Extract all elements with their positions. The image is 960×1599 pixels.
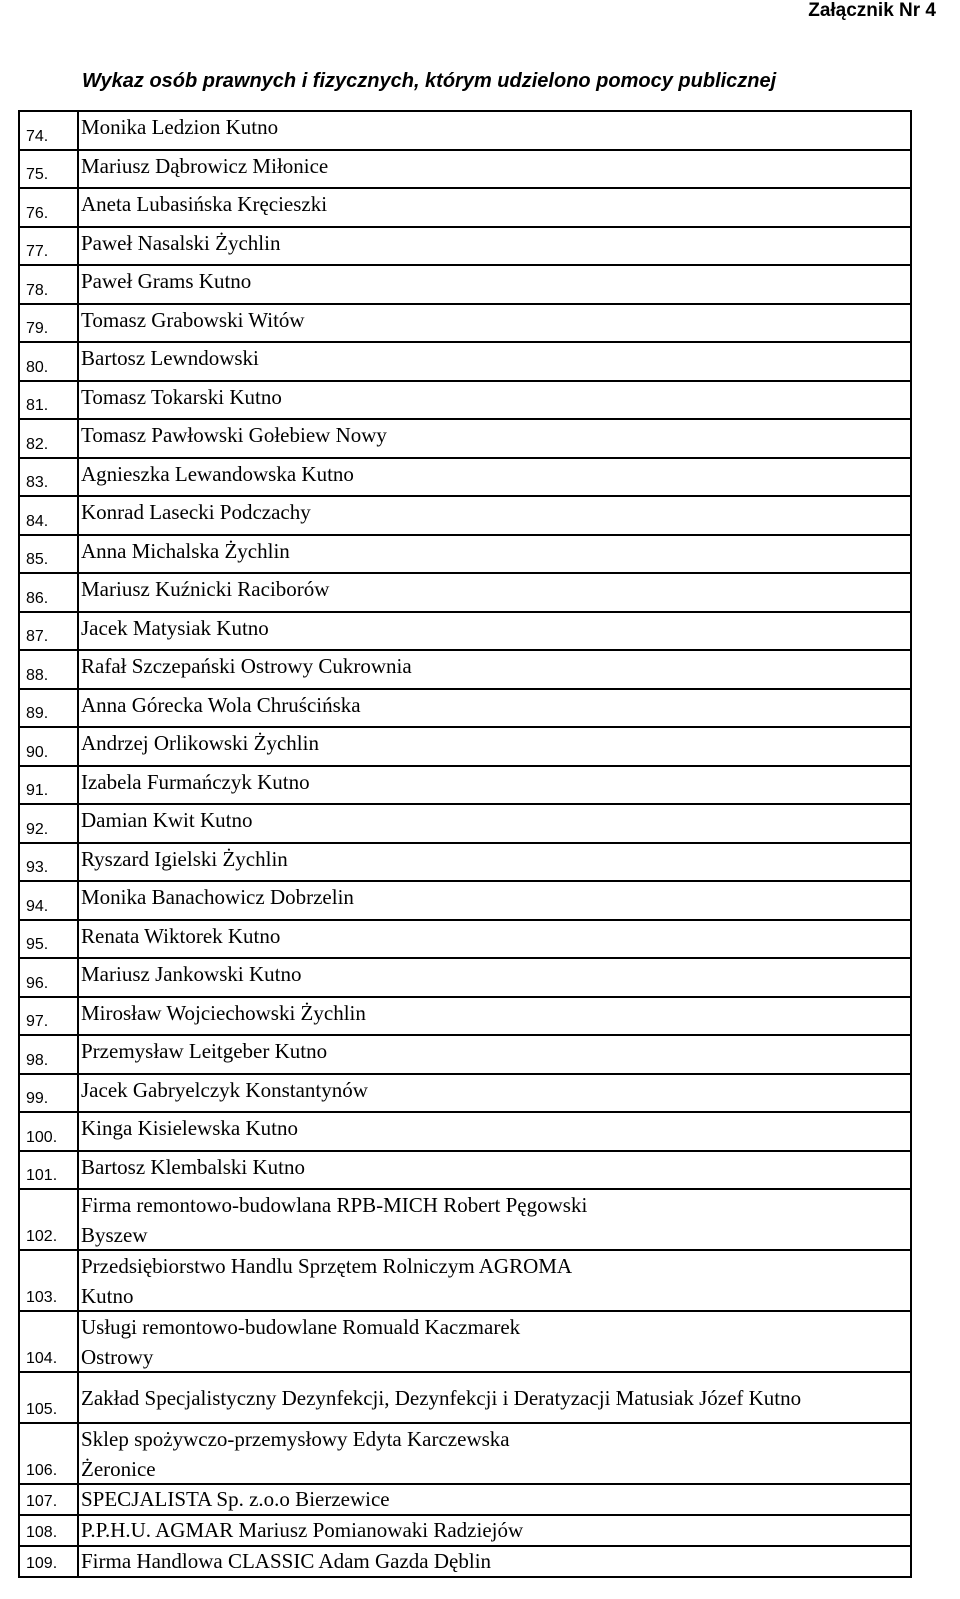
row-number: 102. [20,1190,79,1249]
row-name: Usługi remontowo-budowlane Romuald Kaczmarek Ostrowy [81,1315,521,1369]
table-row [20,112,910,151]
row-number: 97. [20,998,79,1035]
row-number: 84. [20,497,79,534]
row-name: Przedsiębiorstwo Handlu Sprzętem Rolniczym AGROMA Kutno [81,1254,573,1308]
table-row [20,1424,910,1485]
row-name: Tomasz Tokarski Kutno [81,384,282,409]
attachment-label: Załącznik Nr 4 [808,0,936,21]
table-row [20,1485,910,1516]
table-row [20,1312,910,1373]
row-name: Renata Wiktorek Kutno [81,923,281,948]
table-row [20,613,910,652]
row-number: 105. [20,1373,79,1422]
row-number: 89. [20,690,79,727]
row-number: 77. [20,228,79,265]
recipients-table [18,110,912,1578]
row-name: Mariusz Jankowski Kutno [81,962,302,986]
row-number: 82. [20,420,79,457]
row-number: 90. [20,728,79,765]
row-name: Izabela Furmańczyk Kutno [81,769,310,794]
row-name: Aneta Lubasińska Kręcieszki [81,192,328,216]
table-row [20,228,910,267]
row-name: Agnieszka Lewandowska Kutno [81,461,354,486]
row-name: Damian Kwit Kutno [81,808,253,832]
row-number: 107. [20,1485,79,1514]
table-row [20,1075,910,1114]
row-number: 83. [20,459,79,496]
table-row [20,305,910,344]
row-number: 95. [20,921,79,958]
row-number: 81. [20,382,79,419]
row-name: Tomasz Grabowski Witów [81,307,305,332]
row-name: Paweł Grams Kutno [81,269,252,293]
row-name: Paweł Nasalski Żychlin [81,230,281,255]
row-name: Zakład Specjalistyczny Dezynfekcji, Dezynfekcji i Deratyzacji Matusiak Józef Kutno [81,1385,802,1410]
table-row [20,497,910,536]
table-row [20,574,910,613]
row-number: 91. [20,767,79,804]
row-name: Tomasz Pawłowski Gołebiew Nowy [81,423,387,447]
row-number: 93. [20,844,79,881]
row-name: Ryszard Igielski Żychlin [81,846,288,871]
row-name: Mariusz Dąbrowicz Miłonice [81,153,329,178]
row-number: 100. [20,1113,79,1150]
row-number: 76. [20,189,79,226]
table-row [20,690,910,729]
row-name: Jacek Matysiak Kutno [81,615,269,640]
row-name: Jacek Gabryelczyk Konstantynów [81,1077,368,1102]
table-row [20,382,910,421]
table-row [20,767,910,806]
table-row [20,1373,910,1424]
row-number: 88. [20,651,79,688]
row-name: Andrzej Orlikowski Żychlin [81,731,319,755]
table-row [20,343,910,382]
table-row [20,1516,910,1547]
row-number: 104. [20,1312,79,1371]
table-row [20,266,910,305]
table-row [20,921,910,960]
row-number: 106. [20,1424,79,1483]
row-name: P.P.H.U. AGMAR Mariusz Pomianowaki Radziejów [81,1518,524,1542]
table-row [20,1190,910,1251]
table-row [20,651,910,690]
table-row [20,805,910,844]
row-number: 98. [20,1036,79,1073]
table-row [20,1251,910,1312]
row-name: Monika Ledzion Kutno [81,115,279,139]
table-row [20,459,910,498]
table-row [20,728,910,767]
row-number: 99. [20,1075,79,1112]
table-row [20,998,910,1037]
row-name: Anna Michalska Żychlin [81,538,290,563]
table-row [20,536,910,575]
row-number: 86. [20,574,79,611]
table-row [20,1036,910,1075]
row-number: 78. [20,266,79,303]
table-row [20,959,910,998]
row-number: 108. [20,1516,79,1545]
row-name: Mirosław Wojciechowski Żychlin [81,1000,366,1025]
row-name: Monika Banachowicz Dobrzelin [81,885,354,909]
row-number: 101. [20,1152,79,1189]
row-name: Sklep spożywczo-przemysłowy Edyta Karczewska Żeronice [81,1427,510,1481]
row-number: 109. [20,1547,79,1576]
row-name: Firma remontowo-budowlana RPB-MICH Robert Pęgowski Byszew [81,1193,588,1247]
row-number: 75. [20,151,79,188]
row-name: SPECJALISTA Sp. z.o.o Bierzewice [81,1487,390,1511]
table-row [20,844,910,883]
table-row [20,151,910,190]
table-row [20,420,910,459]
table-row [20,882,910,921]
table-row [20,1152,910,1191]
table-row [20,1547,910,1578]
row-number: 85. [20,536,79,573]
row-name: Bartosz Klembalski Kutno [81,1154,305,1179]
row-number: 94. [20,882,79,919]
row-name: Anna Górecka Wola Chruścińska [81,692,361,717]
row-number: 79. [20,305,79,342]
table-row [20,189,910,228]
row-name: Bartosz Lewndowski [81,346,259,370]
row-name: Przemysław Leitgeber Kutno [81,1039,328,1063]
page-title: Wykaz osób prawnych i fizycznych, którym udzielono pomocy publicznej [82,70,777,92]
row-number: 87. [20,613,79,650]
row-number: 92. [20,805,79,842]
row-number: 80. [20,343,79,380]
row-name: Konrad Lasecki Podczachy [81,500,311,524]
row-number: 103. [20,1251,79,1310]
row-number: 96. [20,959,79,996]
table-row [20,1113,910,1152]
row-number: 74. [20,112,79,149]
row-name: Mariusz Kuźnicki Raciborów [81,577,330,601]
row-name: Firma Handlowa CLASSIC Adam Gazda Dęblin [81,1549,492,1573]
row-name: Kinga Kisielewska Kutno [81,1116,298,1140]
row-name: Rafał Szczepański Ostrowy Cukrownia [81,654,412,678]
